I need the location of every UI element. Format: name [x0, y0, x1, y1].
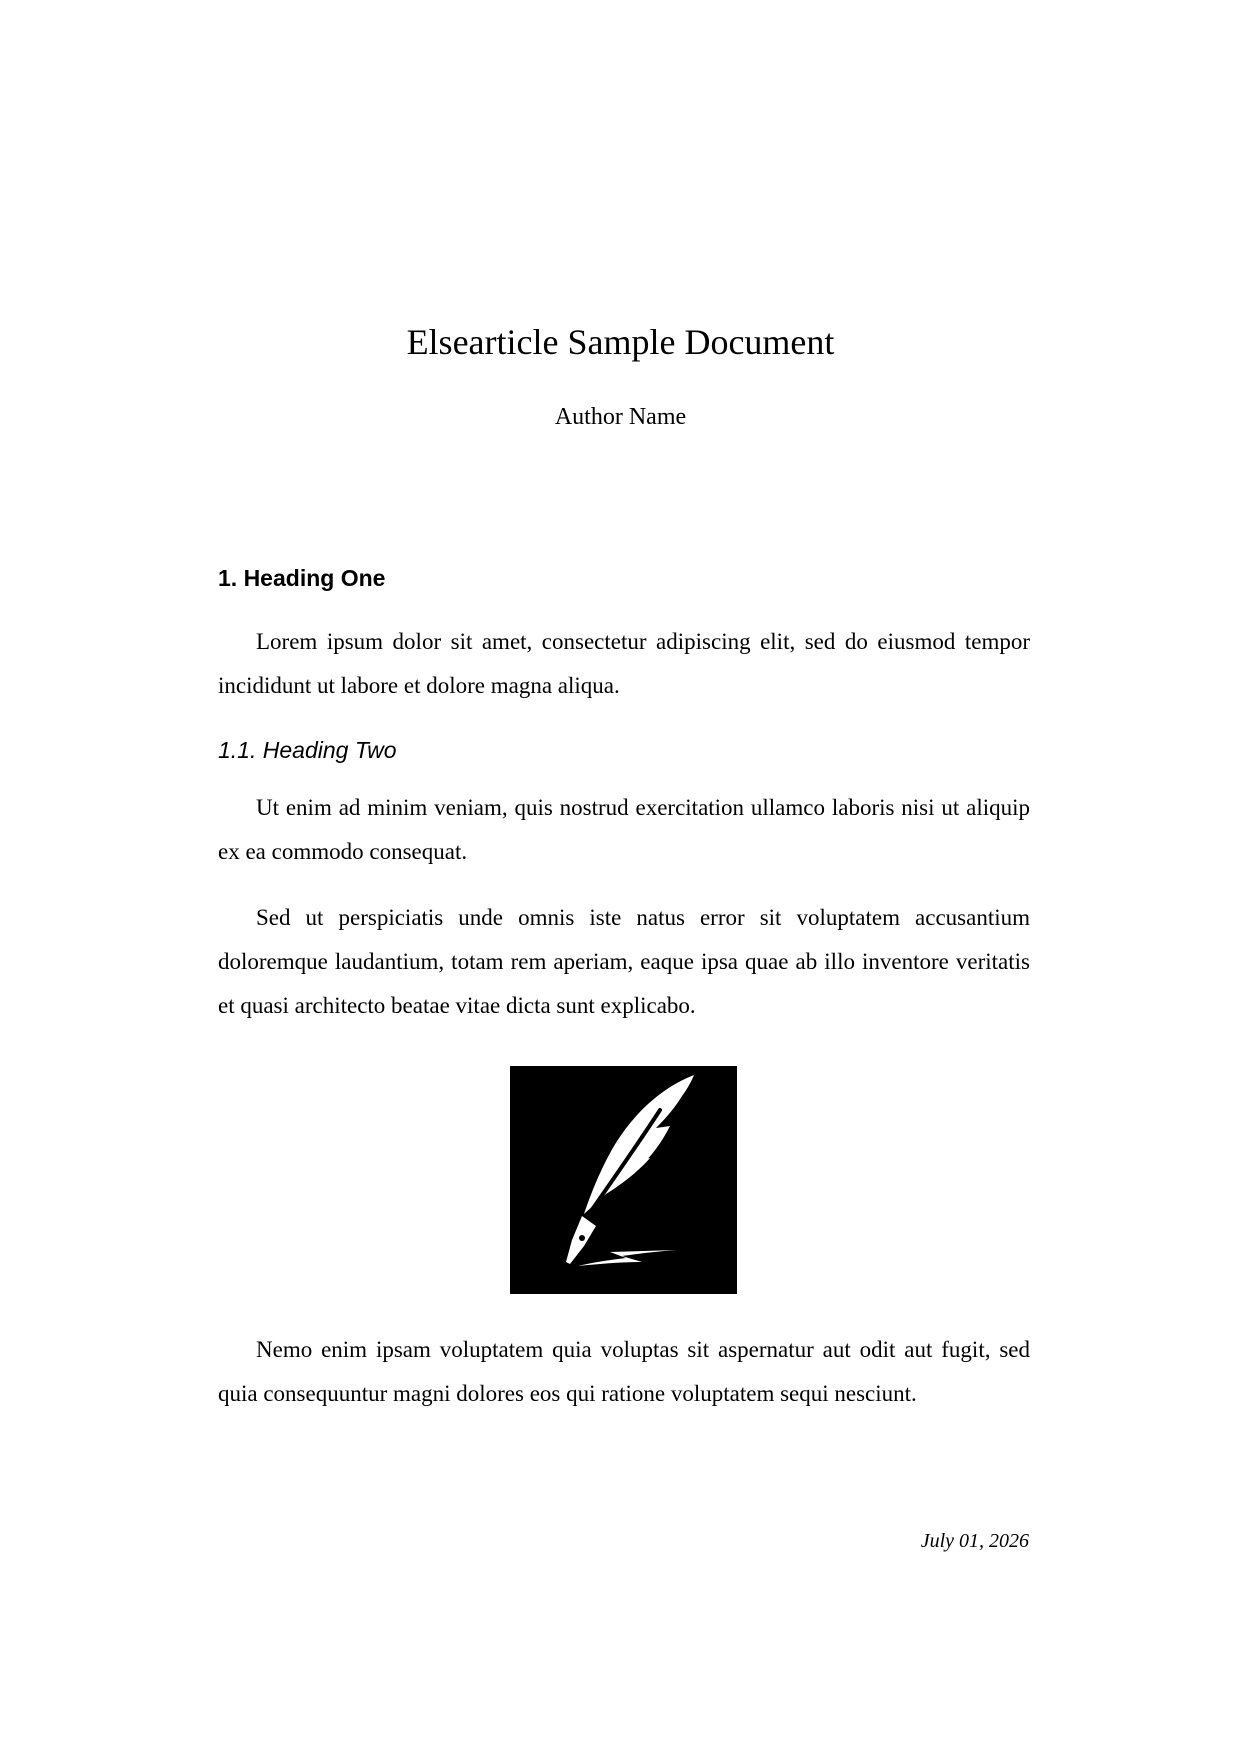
document-title: Elsearticle Sample Document: [406, 322, 835, 362]
paragraph-2: Ut enim ad minim veniam, quis nostrud exercitation ullamco laboris nisi ut aliquip ex ea commodo consequat.: [218, 795, 1030, 864]
document-date: July 01, 2026: [920, 1530, 1029, 1552]
heading-one: 1. Heading One: [218, 565, 386, 591]
paragraph-1: Lorem ipsum dolor sit amet, consectetur adipiscing elit, sed do eiusmod tempor incididunt ut labore et dolore magna aliqua.: [218, 629, 1030, 698]
author-name: Author Name: [554, 404, 687, 430]
figure-image: [510, 1066, 737, 1294]
quill-pen-icon: [510, 1066, 737, 1294]
paragraph-3: Sed ut perspiciatis unde omnis iste natus error sit voluptatem accusantium doloremque laudantium, totam rem aperiam, eaque ipsa quae ab illo inventore veritatis et quasi architecto beatae vitae dicta sunt explicabo.: [218, 905, 1030, 1018]
paragraph-4: Nemo enim ipsam voluptatem quia voluptas sit aspernatur aut odit aut fugit, sed quia consequuntur magni dolores eos qui ratione voluptatem sequi nesciunt.: [218, 1337, 1030, 1406]
heading-two: 1.1. Heading Two: [218, 737, 397, 763]
